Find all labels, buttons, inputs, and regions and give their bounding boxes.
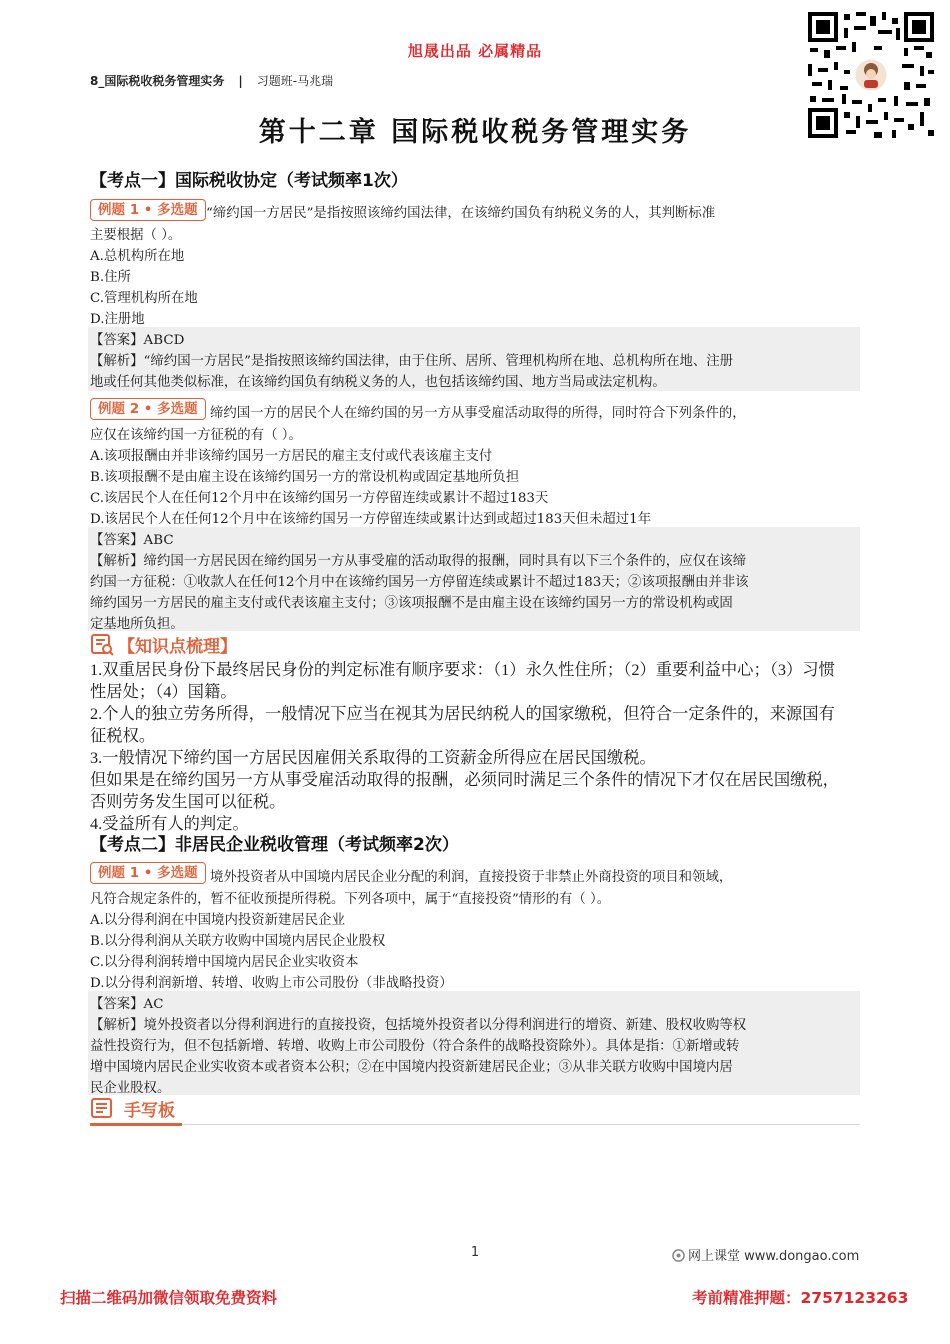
question-stem-line: 缔约国一方的居民个人在缔约国的另一方从事受雇活动取得的所得，同时符合下列条件的， [210, 406, 746, 421]
section-heading-1: 【考点一】国际税收协定（考试频率1次） [90, 171, 408, 191]
site-text: 网上课堂 www.dongao.com [688, 1249, 860, 1264]
question-stem-line: 境外投资者从中国境内居民企业分配的利润，直接投资于非禁止外商投资的项目和领域， [210, 870, 733, 885]
knowledge-line: 1.双重居民身份下最终居民身份的判定标准有顺序要求：（1）永久性住所；（2）重要利益中心；（3）习惯 [90, 660, 835, 679]
class-info: 习题班-马兆瑞 [256, 74, 334, 88]
option-a: A.该项报酬由并非该缔约国另一方居民的雇主支付或代表该雇主支付 [90, 449, 493, 464]
option-c: C.该居民个人在任何12个月中在该缔约国另一方停留连续或累计不超过183天 [90, 491, 549, 506]
analysis-line: 【解析】“缔约国一方居民”是指按照该缔约国法律，由于住所、居所、管理机构所在地、总机构所在地、注册 [90, 354, 734, 369]
question-stem-line: 主要根据（ ）。 [90, 228, 182, 243]
option-a: A.总机构所在地 [90, 249, 185, 264]
watermark-slogan: 旭晟出品 必属精品 [407, 42, 543, 60]
analysis-line: 【解析】境外投资者以分得利润进行的直接投资，包括境外投资者以分得利润进行的增资、新建、股权收购等权 [90, 1018, 747, 1033]
answer: 【答案】ABC [90, 533, 174, 548]
knowledge-line: 但如果是在缔约国另一方从事受雇活动取得的报酬，必须同时满足三个条件的情况下才仅在居民国缴税， [90, 770, 839, 789]
knowledge-line: 2.个人的独立劳务所得，一般情况下应当在视其为居民纳税人的国家缴税，但符合一定条件的，来源国有 [90, 704, 835, 723]
analysis-line: 地或任何其他类似标准，在该缔约国负有纳税义务的人，也包括该缔约国、地方当局或法定机构。 [90, 375, 666, 390]
knowledge-line: 性居处；（4）国籍。 [90, 682, 237, 701]
option-c: C.以分得利润转增中国境内居民企业实收资本 [90, 955, 359, 970]
analysis-line: 约国一方征税：①收款人在任何12个月中在该缔约国另一方停留连续或累计不超过183天；②该项报酬由并非该 [90, 575, 749, 590]
knowledge-line: 否则劳务发生国可以征税。 [90, 792, 286, 811]
analysis-line: 增中国境内居民企业实收资本或者资本公积；②在中国境内投资新建居民企业；③从非关联方收购中国境内居 [90, 1060, 733, 1075]
question-badge: 例题 1 • 多选题 [90, 199, 206, 221]
header-separator: | [238, 74, 243, 88]
handwriting-heading: 手写板 [124, 1101, 175, 1121]
question-badge: 例题 1 • 多选题 [90, 862, 206, 884]
answer: 【答案】ABCD [90, 333, 185, 348]
question-stem-line: 凡符合规定条件的，暂不征收预提所得税。下列各项中，属于“直接投资”情形的有（ ）。 [90, 892, 611, 907]
option-b: B.以分得利润从关联方收购中国境内居民企业股权 [90, 934, 386, 949]
dongao-logo-icon [672, 1249, 685, 1262]
chapter-label: 8_国际税收税务管理实务 [90, 74, 225, 88]
page-number: 1 [470, 1245, 480, 1260]
analysis-line: 【解析】缔约国一方居民因在缔约国另一方从事受雇的活动取得的报酬，同时具有以下三个条件的，应仅在该缔 [90, 554, 747, 569]
knowledge-line: 4.受益所有人的判定。 [90, 814, 249, 833]
running-header [90, 72, 333, 89]
question-badge: 例题 2 • 多选题 [90, 398, 206, 420]
knowledge-list-icon [90, 632, 114, 656]
knowledge-heading: 【知识点梳理】 [118, 637, 237, 657]
analysis-line: 定基地所负担。 [90, 617, 184, 632]
question-stem-line: 应仅在该缔约国一方征税的有（ ）。 [90, 428, 302, 443]
handwriting-divider [90, 1124, 860, 1125]
knowledge-line: 征税权。 [90, 726, 156, 745]
option-c: C.管理机构所在地 [90, 291, 198, 306]
option-d: D.以分得利润新增、转增、收购上市公司股份（非战略投资） [90, 976, 453, 991]
option-d: D.该居民个人在任何12个月中在该缔约国另一方停留连续或累计达到或超过183天但未超过1年 [90, 512, 652, 527]
analysis-line: 民企业股权。 [90, 1081, 171, 1096]
handwriting-underline [90, 1123, 182, 1126]
page-title: 第十二章 国际税收税务管理实务 [258, 117, 692, 148]
promo-left: 扫描二维码加微信领取免费资料 [60, 1289, 278, 1307]
question-stem-line: “缔约国一方居民”是指按照该缔约国法律，在该缔约国负有纳税义务的人，其判断标准 [206, 206, 716, 221]
promo-right: 考前精准押题：2757123263 [692, 1289, 909, 1307]
option-d: D.注册地 [90, 312, 145, 327]
option-b: B.住所 [90, 270, 131, 285]
section-heading-2: 【考点二】非居民企业税收管理（考试频率2次） [90, 835, 459, 855]
handwriting-list-icon [90, 1096, 114, 1120]
answer: 【答案】AC [90, 997, 164, 1012]
option-a: A.以分得利润在中国境内投资新建居民企业 [90, 913, 345, 928]
analysis-line: 益性投资行为，但不包括新增、转增、收购上市公司股份（符合条件的战略投资除外）。具体是指：①新增或转 [90, 1039, 740, 1054]
option-b: B.该项报酬不是由雇主设在该缔约国另一方的常设机构或固定基地所负担 [90, 470, 520, 485]
knowledge-line: 3.一般情况下缔约国一方居民因雇佣关系取得的工资薪金所得应在居民国缴税。 [90, 748, 656, 767]
footer-site [672, 1245, 859, 1264]
analysis-line: 缔约国另一方居民的雇主支付或代表该雇主支付；③该项报酬不是由雇主设在该缔约国另一方的常设机构或固 [90, 596, 733, 611]
